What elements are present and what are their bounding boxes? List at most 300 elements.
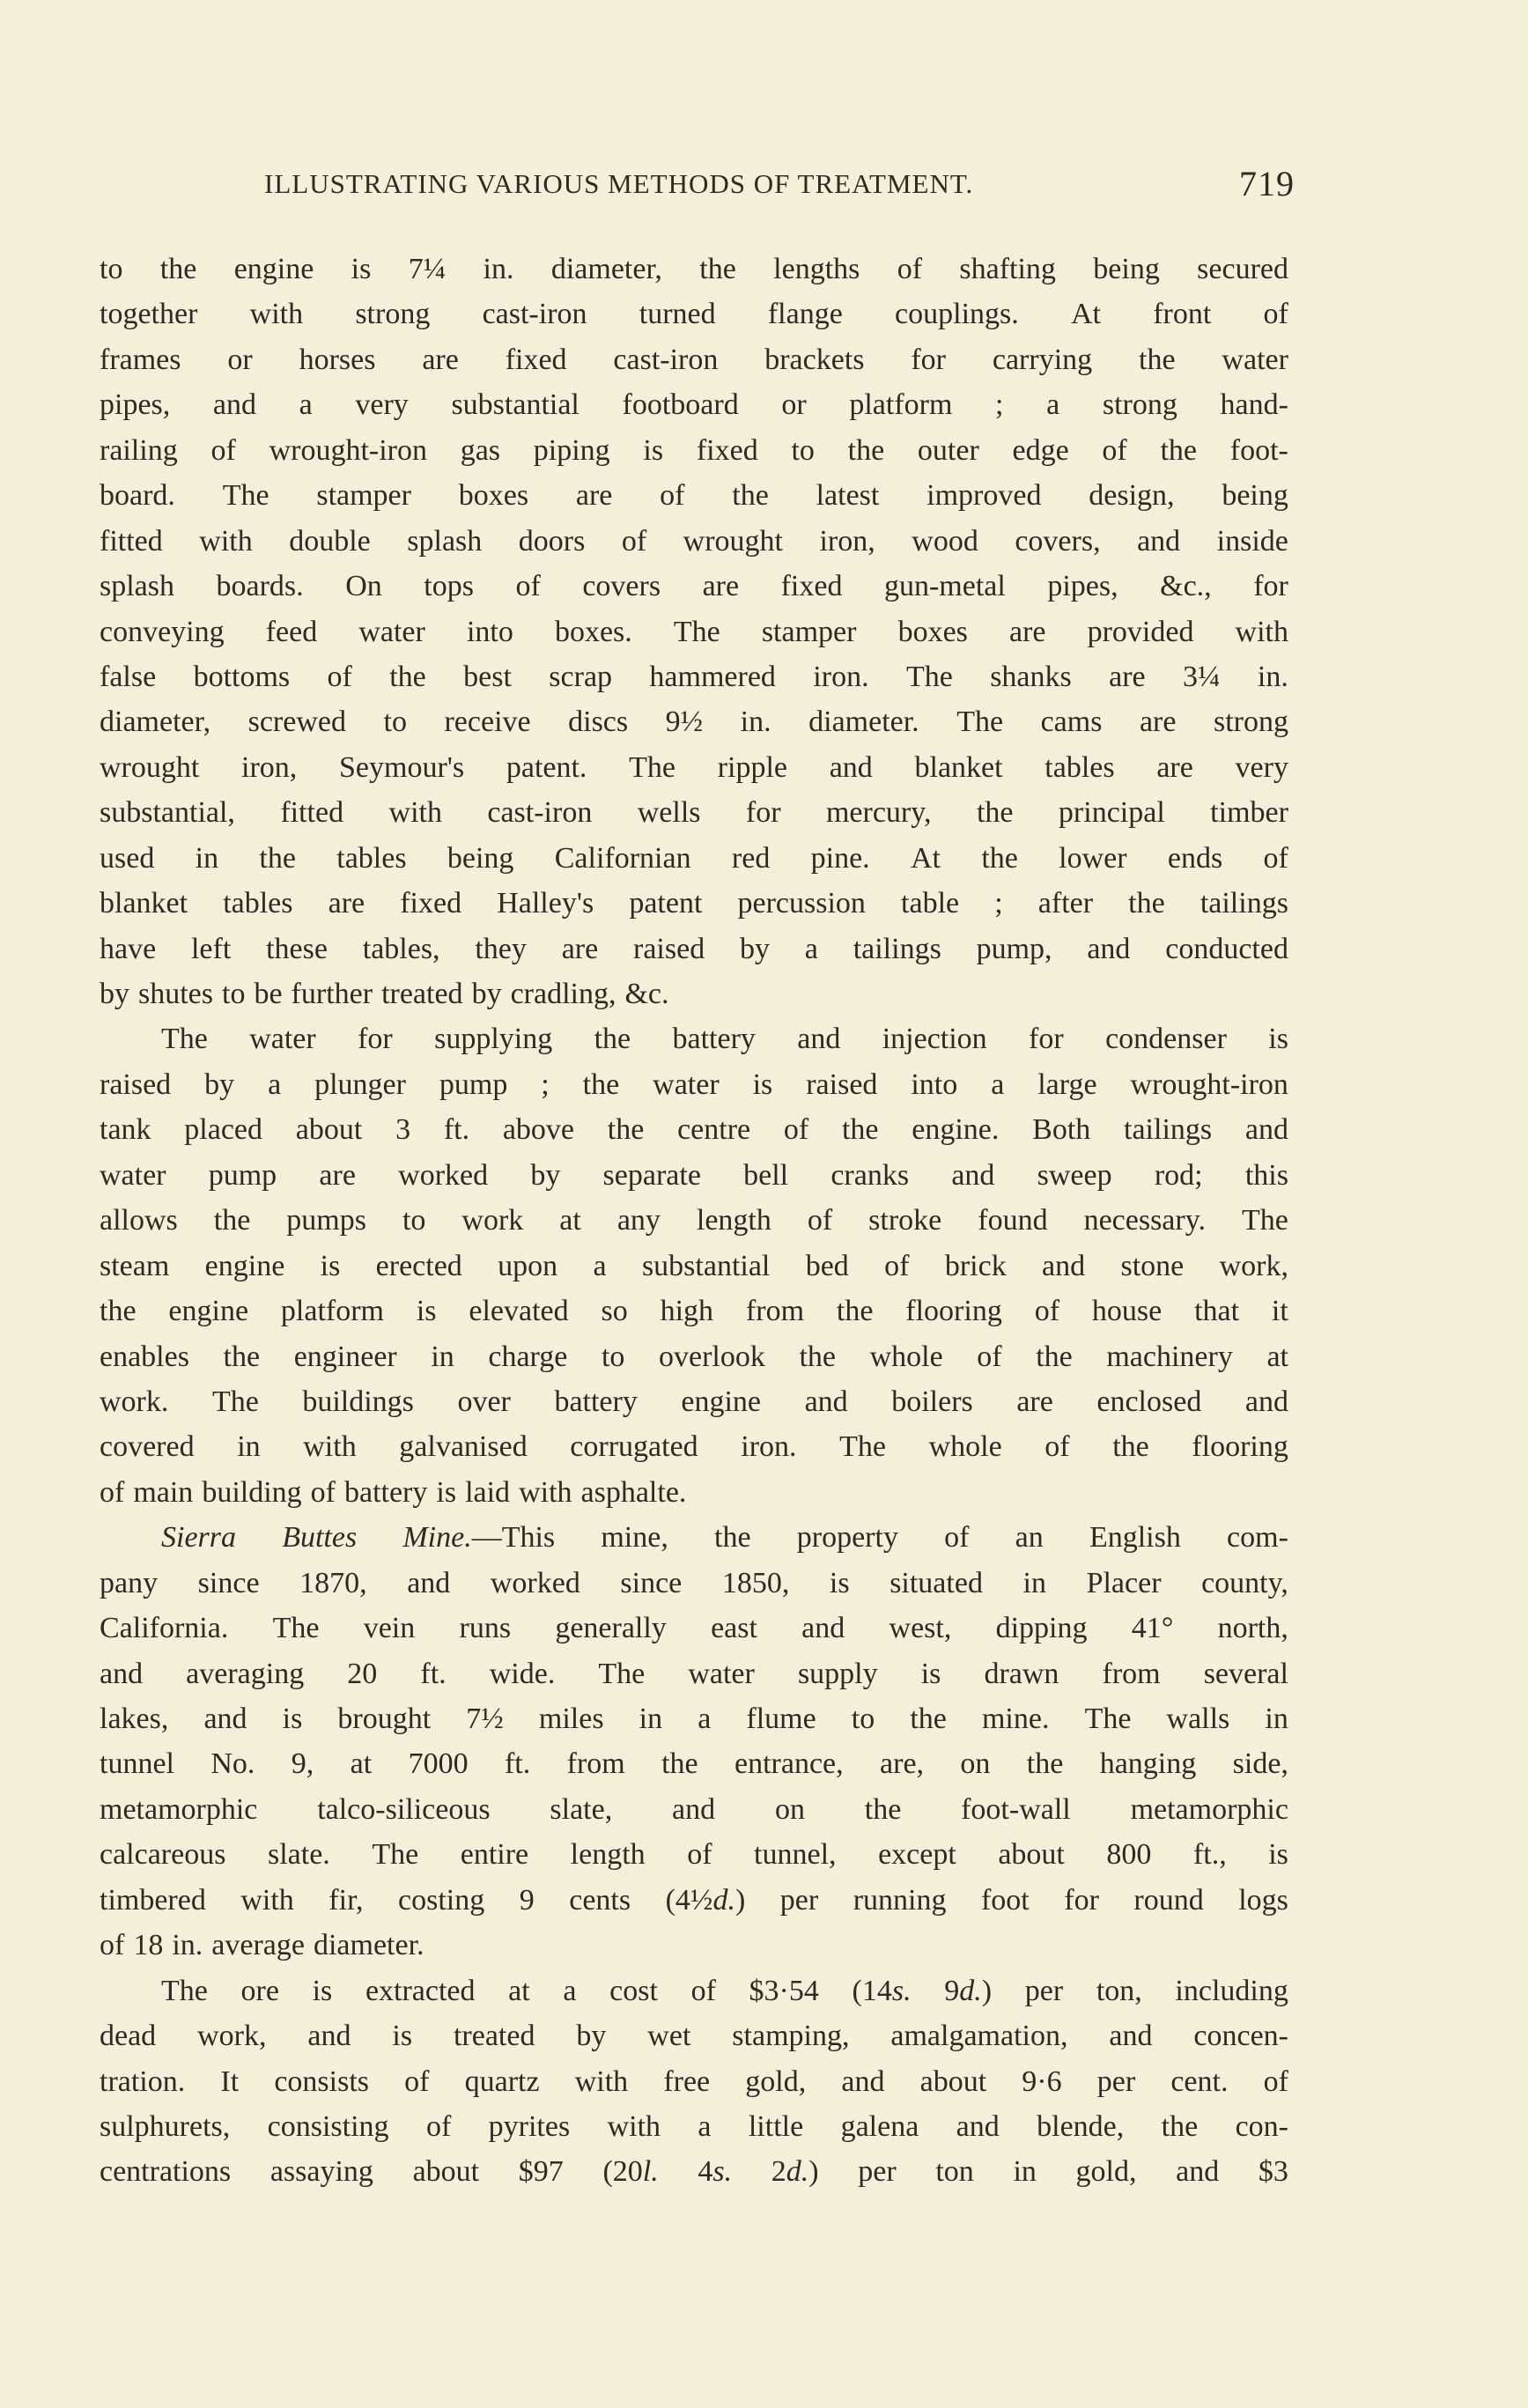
word: The bbox=[1242, 1204, 1288, 1237]
word: iron. bbox=[813, 660, 869, 693]
text-line bbox=[100, 609, 1288, 654]
word: mine. bbox=[981, 1703, 1050, 1735]
word: being bbox=[1093, 253, 1160, 285]
word: board. bbox=[100, 479, 175, 513]
word: logs bbox=[1238, 1883, 1288, 1917]
word: costing bbox=[398, 1883, 485, 1917]
word: boxes. bbox=[554, 615, 632, 648]
word: it bbox=[1271, 1295, 1288, 1328]
text-line bbox=[100, 1244, 1288, 1289]
word: county, bbox=[1201, 1566, 1288, 1599]
word: 41° bbox=[1131, 1612, 1174, 1645]
word: the bbox=[389, 660, 426, 693]
word: (4½d.) bbox=[665, 1883, 746, 1917]
text-line bbox=[100, 2104, 1288, 2149]
word: extracted bbox=[365, 1974, 476, 2007]
word: with bbox=[574, 2065, 629, 2098]
word: covers, bbox=[1015, 524, 1101, 558]
word: assaying bbox=[269, 2155, 373, 2189]
word: of bbox=[690, 1974, 716, 2007]
word: they bbox=[475, 932, 527, 965]
word: red bbox=[731, 841, 771, 875]
word: a bbox=[1046, 388, 1060, 422]
word: English bbox=[1089, 1521, 1181, 1555]
word: centre bbox=[677, 1113, 751, 1147]
word: consists bbox=[274, 2065, 370, 2098]
word: metamorphic bbox=[1130, 1792, 1288, 1826]
word: quartz bbox=[464, 2065, 540, 2098]
word: in. bbox=[740, 705, 771, 739]
word: strong bbox=[355, 298, 431, 331]
word: hand- bbox=[1220, 388, 1288, 422]
word: the bbox=[836, 1295, 874, 1328]
word: On bbox=[345, 570, 382, 603]
word: in. bbox=[483, 253, 514, 285]
word: 9·6 bbox=[1022, 2065, 1062, 2098]
text-line bbox=[100, 337, 1288, 382]
word: water bbox=[358, 615, 425, 648]
word: outer bbox=[917, 433, 979, 467]
word: are bbox=[328, 887, 365, 920]
text-line bbox=[100, 1878, 1288, 1923]
word: asphalte. bbox=[580, 1475, 687, 1509]
word: Sierra bbox=[161, 1521, 236, 1555]
word: with bbox=[249, 298, 304, 331]
word: table bbox=[901, 887, 960, 920]
word: provided bbox=[1087, 615, 1194, 648]
word: The bbox=[598, 1657, 646, 1690]
word: and bbox=[1042, 1249, 1086, 1282]
word: free bbox=[663, 2065, 711, 2098]
word: in bbox=[639, 1703, 663, 1735]
word: by bbox=[100, 978, 129, 1010]
word: left bbox=[190, 932, 232, 965]
word: of bbox=[1263, 2065, 1288, 2098]
word: treated bbox=[453, 2020, 535, 2053]
text-line bbox=[100, 745, 1288, 790]
word: engine bbox=[168, 1295, 249, 1328]
word: per bbox=[1096, 2065, 1136, 2098]
text-line bbox=[100, 1606, 1288, 1651]
word: stone bbox=[1120, 1249, 1185, 1282]
word: wood bbox=[912, 524, 978, 558]
word: are bbox=[702, 570, 740, 603]
word: 9d.) bbox=[944, 1974, 993, 2007]
word: found bbox=[978, 1204, 1048, 1237]
word: battery bbox=[554, 1385, 638, 1418]
word: cast-iron bbox=[613, 343, 719, 376]
word: stamper bbox=[316, 479, 411, 513]
word: and bbox=[951, 1158, 995, 1192]
word: a bbox=[698, 2109, 712, 2143]
word: the bbox=[799, 1340, 836, 1373]
text-line bbox=[100, 1289, 1288, 1333]
word: hammered bbox=[649, 660, 776, 693]
word: of bbox=[1034, 1295, 1060, 1328]
word: to bbox=[222, 978, 246, 1010]
word: at bbox=[508, 1974, 530, 2007]
word: machinery bbox=[1106, 1340, 1233, 1373]
word: lengths bbox=[773, 253, 860, 285]
word: about bbox=[919, 2065, 987, 2098]
word: horses bbox=[299, 343, 376, 376]
word: diameter, bbox=[550, 253, 662, 285]
word: are bbox=[1156, 750, 1193, 784]
word: platform bbox=[280, 1295, 384, 1328]
word: patent. bbox=[506, 750, 587, 784]
word: main bbox=[133, 1475, 194, 1509]
word: pump bbox=[439, 1067, 508, 1101]
text-line bbox=[100, 1334, 1288, 1379]
word: property bbox=[796, 1521, 898, 1555]
word: inside bbox=[1216, 524, 1288, 558]
word: of bbox=[210, 433, 236, 467]
word: for bbox=[1253, 570, 1288, 603]
word: is bbox=[829, 1566, 850, 1599]
text-line bbox=[100, 1969, 1288, 2013]
word: is bbox=[351, 253, 372, 285]
word: little bbox=[748, 2109, 804, 2143]
word: $3 bbox=[1258, 2155, 1288, 2189]
word: bottoms bbox=[193, 660, 291, 693]
word: water bbox=[100, 1158, 166, 1192]
word: The bbox=[222, 479, 269, 513]
word: lower bbox=[1059, 841, 1127, 875]
word: pump bbox=[208, 1158, 277, 1192]
text-line bbox=[100, 1561, 1288, 1606]
word: condenser bbox=[1105, 1023, 1227, 1056]
text-line bbox=[100, 1153, 1288, 1198]
word: runs bbox=[459, 1612, 512, 1645]
word: tables bbox=[336, 841, 407, 875]
word: 9½ bbox=[665, 705, 704, 739]
word: buildings bbox=[302, 1385, 414, 1418]
word: the bbox=[976, 796, 1014, 830]
word: is bbox=[920, 1657, 941, 1690]
word: ft. bbox=[443, 1113, 470, 1147]
word: $3·54 bbox=[749, 1974, 819, 2007]
word: are bbox=[1008, 615, 1046, 648]
word: California. bbox=[100, 1612, 229, 1645]
word: a bbox=[563, 1974, 577, 2007]
word: false bbox=[100, 660, 157, 693]
word: of bbox=[425, 2109, 452, 2143]
word: length bbox=[570, 1838, 646, 1872]
word: for bbox=[745, 796, 781, 830]
word: whole bbox=[928, 1430, 1002, 1464]
body-text bbox=[100, 247, 1288, 2195]
word: the bbox=[732, 479, 769, 513]
word: ripple bbox=[717, 750, 788, 784]
text-line bbox=[100, 1424, 1288, 1469]
text-line bbox=[100, 654, 1288, 699]
word: a bbox=[804, 932, 818, 965]
word: ; bbox=[541, 1067, 550, 1101]
word: so bbox=[601, 1295, 628, 1328]
word: ton, bbox=[1096, 1974, 1142, 2007]
word: ft., bbox=[1192, 1838, 1227, 1872]
word: boxes bbox=[897, 615, 968, 648]
word: are, bbox=[880, 1747, 925, 1781]
word: the bbox=[1036, 1340, 1073, 1373]
text-line bbox=[100, 1787, 1288, 1832]
word: water bbox=[249, 1023, 316, 1056]
word: tank bbox=[100, 1113, 151, 1147]
word: pany bbox=[100, 1566, 159, 1599]
text-line bbox=[100, 1832, 1288, 1877]
text-line bbox=[100, 1470, 1288, 1515]
word: timber bbox=[1210, 796, 1288, 830]
word: is bbox=[1268, 1838, 1288, 1872]
word: about bbox=[295, 1113, 363, 1147]
word: of bbox=[944, 1521, 970, 1555]
word: except bbox=[878, 1838, 956, 1872]
word: double bbox=[289, 524, 371, 558]
word: The bbox=[272, 1612, 320, 1645]
word: scrap bbox=[549, 660, 613, 693]
word: tables bbox=[1045, 750, 1115, 784]
word: the bbox=[159, 253, 197, 285]
word: of bbox=[807, 1204, 833, 1237]
word: tailings bbox=[1200, 887, 1288, 920]
word: to bbox=[402, 1204, 426, 1237]
word: being bbox=[1222, 479, 1288, 513]
word: substantial bbox=[451, 388, 579, 422]
word: of bbox=[897, 253, 923, 285]
word: front bbox=[1153, 298, 1212, 331]
word: the bbox=[1139, 343, 1176, 376]
word: entrance, bbox=[734, 1747, 844, 1781]
text-line bbox=[100, 1741, 1288, 1786]
word: the bbox=[213, 1204, 251, 1237]
word: doors bbox=[518, 524, 586, 558]
word: brick bbox=[944, 1249, 1007, 1282]
word: bed bbox=[805, 1249, 849, 1282]
word: raised bbox=[633, 932, 705, 965]
word: and bbox=[212, 388, 257, 422]
text-line bbox=[100, 1016, 1288, 1061]
word: several bbox=[1203, 1657, 1288, 1690]
word: boards. bbox=[216, 570, 304, 603]
word: couplings. bbox=[895, 298, 1019, 331]
word: fixed bbox=[400, 887, 462, 920]
word: over bbox=[457, 1385, 511, 1418]
word: tailings bbox=[853, 932, 941, 965]
word: treated bbox=[381, 978, 463, 1010]
word: ends bbox=[1167, 841, 1223, 875]
word: length bbox=[696, 1204, 771, 1237]
word: at bbox=[559, 1204, 581, 1237]
word: footboard bbox=[622, 388, 739, 422]
word: is bbox=[1268, 1023, 1288, 1056]
word: water bbox=[688, 1657, 755, 1690]
word: 9 bbox=[519, 1883, 535, 1917]
word: Californian bbox=[554, 841, 691, 875]
word: the bbox=[1128, 887, 1165, 920]
word: in bbox=[1265, 1703, 1288, 1735]
word: at bbox=[350, 1747, 373, 1781]
text-line bbox=[100, 564, 1288, 609]
word: situated bbox=[889, 1566, 983, 1599]
text-line bbox=[100, 2059, 1288, 2104]
word: is bbox=[436, 1475, 457, 1509]
word: house bbox=[1091, 1295, 1163, 1328]
word: The bbox=[839, 1430, 886, 1464]
word: steam bbox=[100, 1249, 170, 1282]
running-title: ILLUSTRATING VARIOUS METHODS OF TREATMENT. bbox=[264, 168, 974, 199]
word: the bbox=[1160, 433, 1198, 467]
word: the bbox=[841, 1113, 879, 1147]
word: corrugated bbox=[570, 1430, 698, 1464]
word: from bbox=[566, 1747, 625, 1781]
word: iron, bbox=[819, 524, 875, 558]
word: running bbox=[853, 1883, 947, 1917]
word: 3 bbox=[395, 1113, 411, 1147]
word: the bbox=[259, 841, 296, 875]
word: The bbox=[372, 1838, 419, 1872]
word: edge bbox=[1012, 433, 1069, 467]
word: splash bbox=[407, 524, 483, 558]
word: Buttes bbox=[282, 1521, 358, 1555]
word: percussion bbox=[737, 887, 866, 920]
word: galvanised bbox=[399, 1430, 528, 1464]
word: 3¼ bbox=[1183, 660, 1221, 693]
word: these bbox=[266, 932, 328, 965]
word: timbered bbox=[100, 1883, 206, 1917]
word: further bbox=[291, 978, 373, 1010]
word: of bbox=[687, 1838, 712, 1872]
word: are bbox=[1016, 1385, 1053, 1418]
text-line bbox=[100, 519, 1288, 564]
word: and bbox=[841, 2065, 885, 2098]
word: into bbox=[911, 1067, 958, 1101]
word: wrought bbox=[100, 750, 200, 784]
word: The bbox=[161, 1974, 208, 2007]
word: pyrites bbox=[488, 2109, 571, 2143]
word: gas bbox=[460, 433, 501, 467]
word: battery bbox=[343, 1475, 428, 1509]
word: in bbox=[1013, 2155, 1037, 2189]
word: latest bbox=[816, 479, 880, 513]
word: pipes, bbox=[100, 388, 171, 422]
word: wrought bbox=[683, 524, 783, 558]
word: At bbox=[1070, 298, 1101, 331]
word: charge bbox=[488, 1340, 568, 1373]
word: is bbox=[416, 1295, 437, 1328]
word: feed bbox=[265, 615, 318, 648]
word: placed bbox=[184, 1113, 263, 1147]
word: by bbox=[530, 1158, 561, 1192]
word: mine, bbox=[601, 1521, 668, 1555]
word: necessary. bbox=[1083, 1204, 1207, 1237]
text-line bbox=[100, 2149, 1288, 2194]
word: 2d.) bbox=[771, 2155, 819, 2189]
word: plunger bbox=[314, 1067, 406, 1101]
word: allows bbox=[100, 1204, 178, 1237]
word: ft. bbox=[504, 1747, 531, 1781]
word: enables bbox=[100, 1340, 189, 1373]
word: (14s. bbox=[852, 1974, 912, 2007]
word: and bbox=[307, 2020, 351, 2053]
word: are bbox=[1139, 705, 1177, 739]
word: is bbox=[752, 1067, 773, 1101]
text-line bbox=[100, 790, 1288, 835]
word: drawn bbox=[984, 1657, 1059, 1690]
word: are bbox=[422, 343, 459, 376]
word: injection bbox=[882, 1023, 987, 1056]
word: side, bbox=[1232, 1747, 1288, 1781]
word: The bbox=[956, 705, 1004, 739]
word: 1850, bbox=[721, 1566, 790, 1599]
word: iron, bbox=[241, 750, 298, 784]
word: in. bbox=[172, 1929, 203, 1962]
word: foot bbox=[980, 1883, 1030, 1917]
word: above bbox=[502, 1113, 575, 1147]
word: fixed bbox=[696, 433, 758, 467]
word: fitted bbox=[280, 796, 344, 830]
word: of bbox=[515, 570, 541, 603]
word: the bbox=[661, 1747, 698, 1781]
word: enclosed bbox=[1096, 1385, 1202, 1418]
word: and bbox=[407, 1566, 451, 1599]
word: the bbox=[910, 1703, 947, 1735]
word: very bbox=[1235, 750, 1288, 784]
word: raised bbox=[806, 1067, 878, 1101]
word: piping bbox=[533, 433, 610, 467]
word: splash bbox=[100, 570, 174, 603]
word: elevated bbox=[469, 1295, 569, 1328]
word: platform bbox=[849, 388, 953, 422]
word: engineer bbox=[293, 1340, 397, 1373]
word: for bbox=[1029, 1023, 1064, 1056]
word: The bbox=[161, 1023, 208, 1056]
word: 7½ bbox=[466, 1703, 504, 1735]
word: worked bbox=[398, 1158, 489, 1192]
word: rod; bbox=[1154, 1158, 1203, 1192]
word: &c. bbox=[624, 978, 669, 1010]
word: building bbox=[202, 1475, 302, 1509]
word: an bbox=[1015, 1521, 1044, 1555]
word: brackets bbox=[764, 343, 865, 376]
word: round bbox=[1133, 1883, 1204, 1917]
word: screwed bbox=[247, 705, 346, 739]
word: slate. bbox=[268, 1838, 330, 1872]
word: Placer bbox=[1086, 1566, 1162, 1599]
word: per bbox=[779, 1883, 819, 1917]
word: blanket bbox=[100, 887, 188, 920]
word: design, bbox=[1089, 479, 1175, 513]
word: by bbox=[471, 978, 502, 1010]
text-line bbox=[100, 292, 1288, 336]
word: water bbox=[653, 1067, 720, 1101]
word: of bbox=[100, 1929, 125, 1962]
word: stamper bbox=[761, 615, 857, 648]
word: principal bbox=[1058, 796, 1165, 830]
word: cast-iron bbox=[482, 298, 587, 331]
word: The bbox=[673, 615, 720, 648]
word: of bbox=[1263, 841, 1288, 875]
word: boxes bbox=[458, 479, 529, 513]
word: a bbox=[593, 1249, 607, 1282]
word: 1870, bbox=[299, 1566, 367, 1599]
word: with bbox=[1235, 615, 1288, 648]
word: per bbox=[1024, 1974, 1064, 2007]
word: with bbox=[388, 796, 442, 830]
word: and bbox=[1244, 1385, 1288, 1418]
word: centrations bbox=[100, 2155, 232, 2189]
word: com- bbox=[1227, 1521, 1288, 1555]
word: since bbox=[197, 1566, 260, 1599]
